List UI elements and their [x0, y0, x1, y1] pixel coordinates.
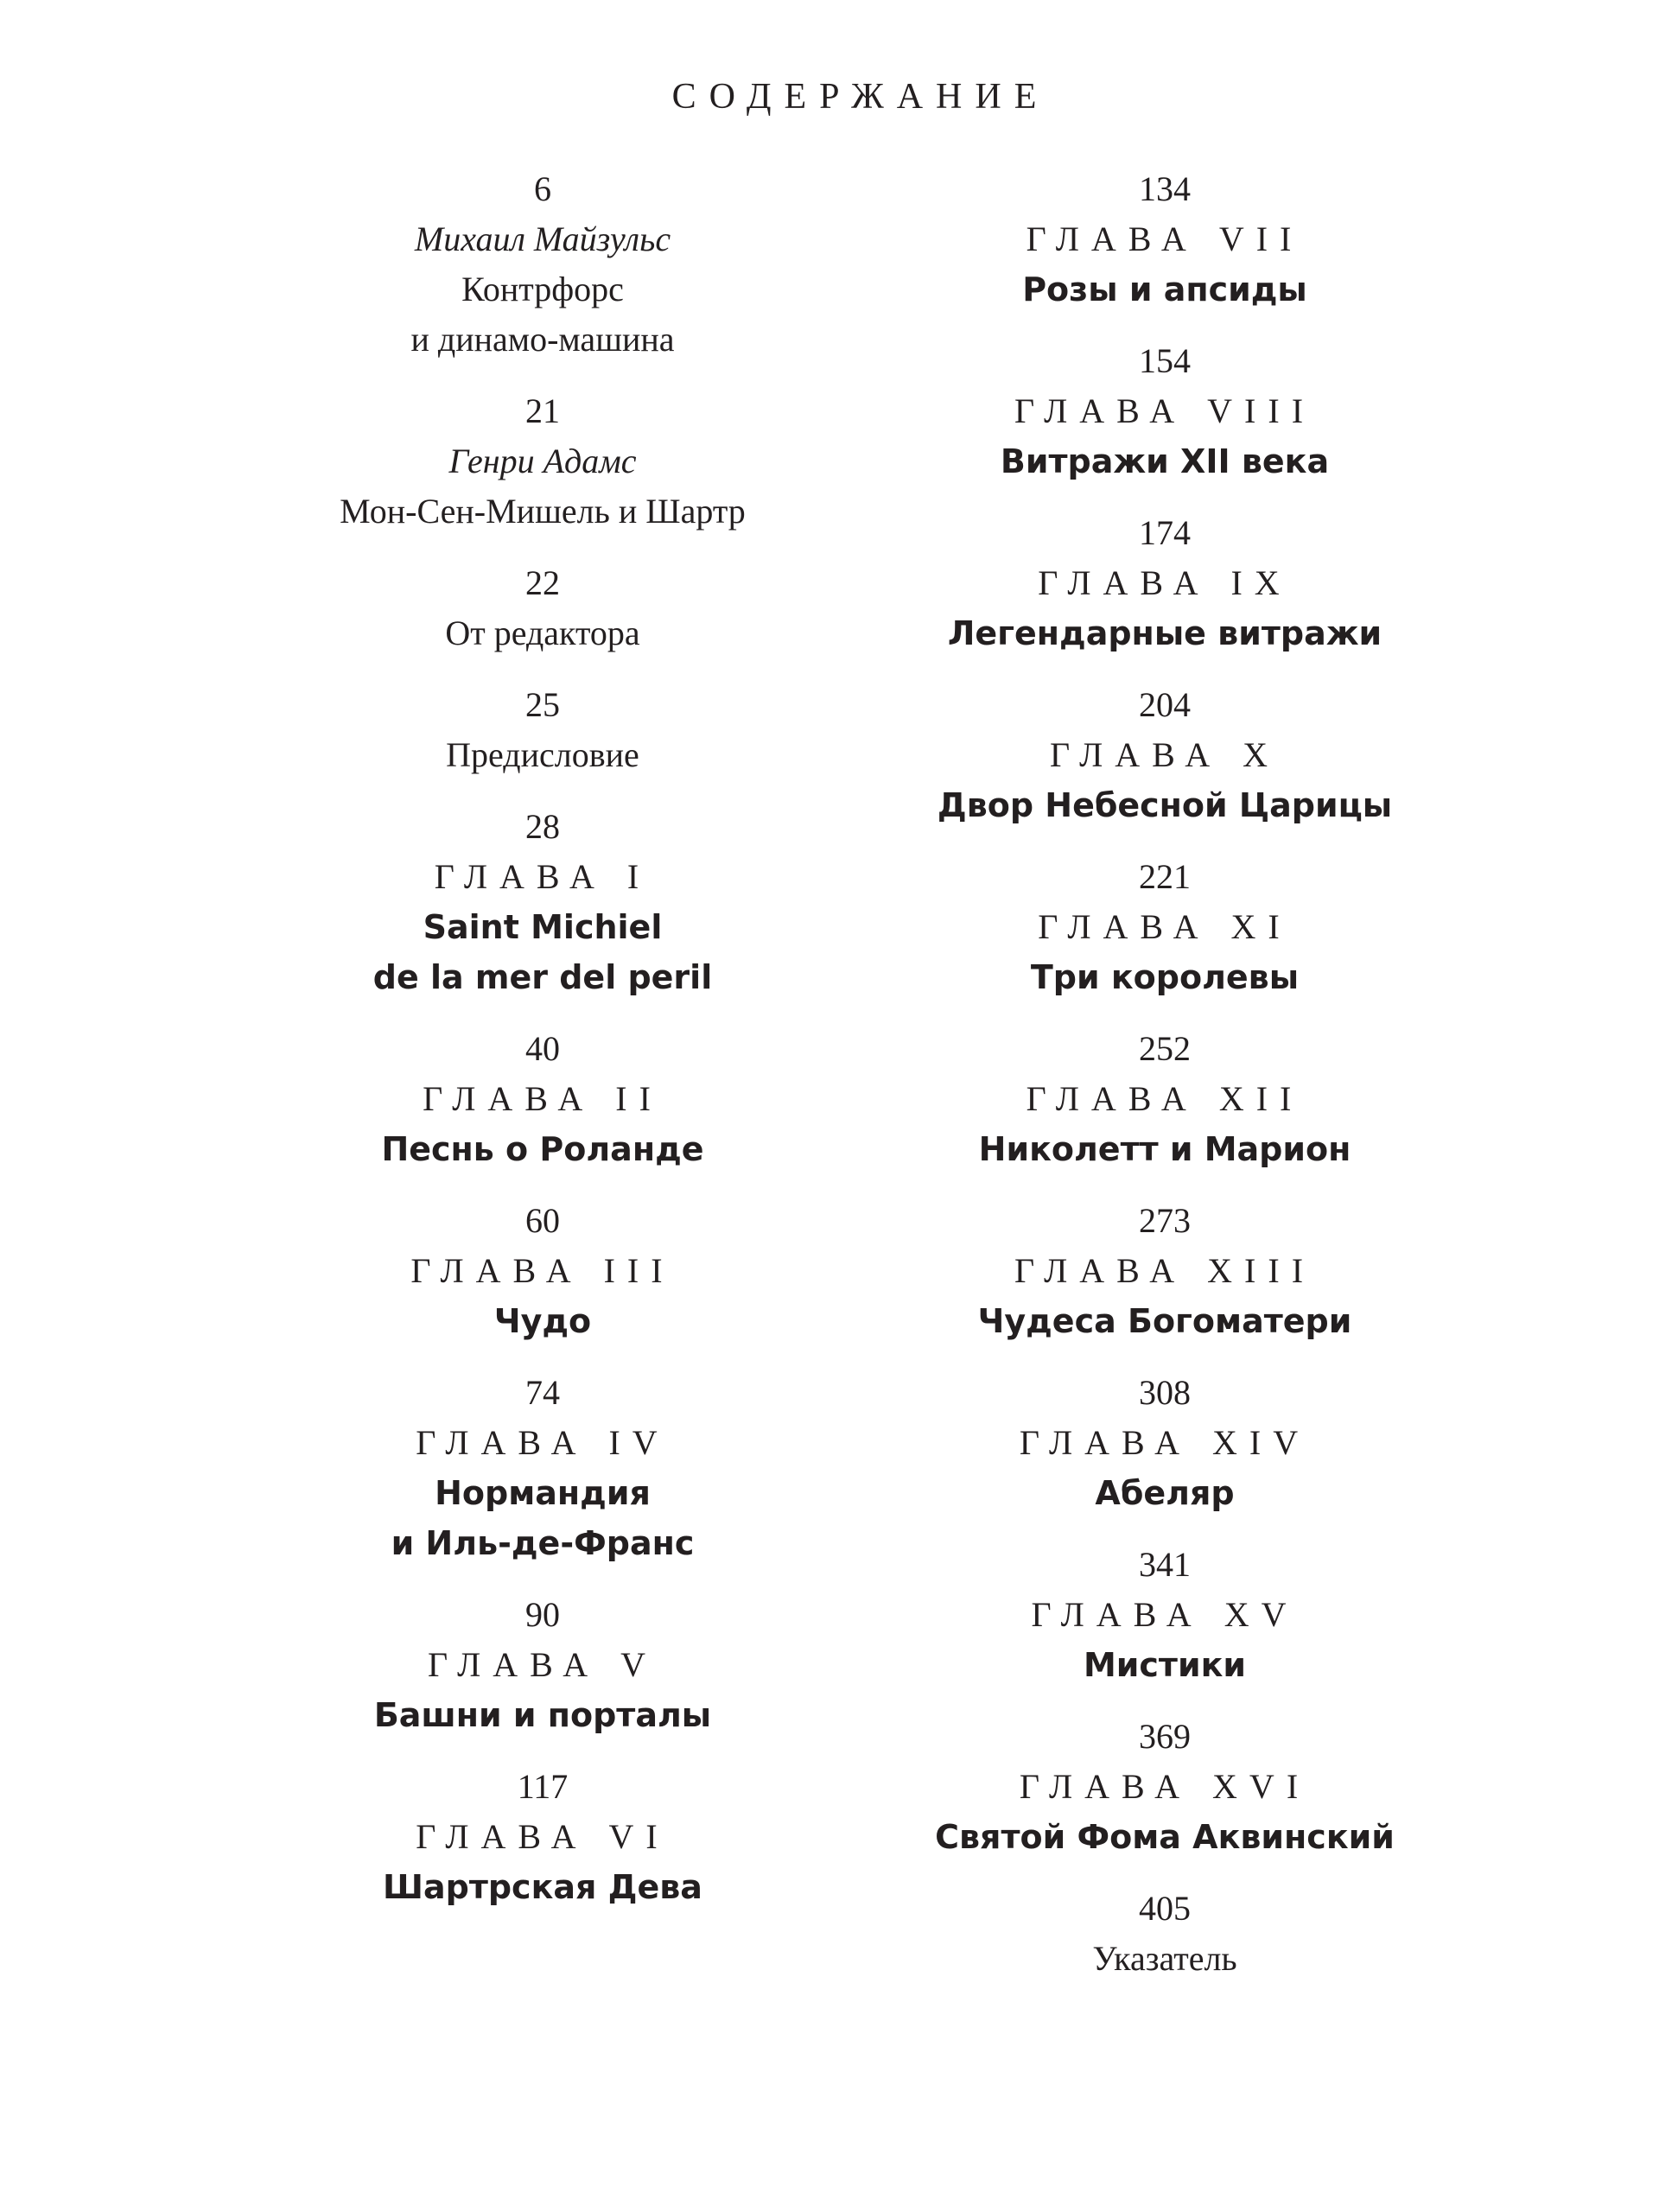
chapter-title: Двор Небесной Царицы: [937, 786, 1393, 824]
chapter-label: ГЛАВА XIV: [1019, 1423, 1311, 1462]
chapter-label: ГЛАВА XII: [1026, 1079, 1304, 1118]
chapter-title: Шартрская Дева: [383, 1868, 702, 1906]
entry-title: Предисловие: [446, 735, 639, 774]
toc-entry[interactable]: [793, 336, 1536, 486]
page-number: 341: [1139, 1545, 1191, 1584]
page-number: 28: [525, 807, 560, 846]
chapter-label: ГЛАВА VII: [1026, 219, 1304, 258]
chapter-label: ГЛАВА XI: [1038, 907, 1292, 946]
entry-title: От редактора: [445, 613, 640, 652]
chapter-label: ГЛАВА I: [434, 857, 652, 896]
chapter-label: ГЛАВА XIII: [1014, 1251, 1316, 1290]
toc-entry[interactable]: [793, 1368, 1536, 1518]
chapter-label: ГЛАВА V: [427, 1645, 658, 1684]
chapter-label: ГЛАВА VI: [416, 1817, 670, 1856]
page-number: 204: [1139, 685, 1191, 724]
page-number: 21: [525, 391, 560, 430]
chapter-title: Три королевы: [1030, 958, 1300, 996]
toc-entry[interactable]: [793, 508, 1536, 658]
entry-title: Указатель: [1092, 1939, 1237, 1978]
page-number: 154: [1139, 341, 1191, 380]
toc-entry[interactable]: [793, 680, 1536, 830]
chapter-title: Чудо: [493, 1302, 592, 1340]
toc-column-right: [793, 164, 1536, 2005]
page-number: 273: [1139, 1201, 1191, 1240]
chapter-label: ГЛАВА X: [1049, 735, 1281, 774]
toc-entry[interactable]: [793, 164, 1536, 315]
chapter-title: Розы и апсиды: [1022, 270, 1307, 308]
page-number: 22: [525, 563, 560, 602]
entry-author: Михаил Майзульс: [414, 219, 671, 258]
chapter-title: Мистики: [1083, 1646, 1247, 1684]
chapter-title: Башни и порталы: [373, 1696, 712, 1734]
chapter-label: ГЛАВА II: [423, 1079, 663, 1118]
chapter-label: ГЛАВА IV: [416, 1423, 670, 1462]
page-number: 308: [1139, 1373, 1191, 1412]
page-number: 60: [525, 1201, 560, 1240]
page-number: 6: [534, 169, 551, 208]
page-number: 40: [525, 1029, 560, 1068]
chapter-label: ГЛАВА III: [410, 1251, 675, 1290]
entry-title: и динамо-машина: [410, 320, 675, 359]
entry-author: Генри Адамс: [448, 442, 637, 480]
chapter-title: Нормандия: [435, 1474, 651, 1512]
entry-title: Мон-Сен-Мишель и Шартр: [340, 492, 746, 531]
page-number: 221: [1139, 857, 1191, 896]
page-number: 252: [1139, 1029, 1191, 1068]
chapter-title: Абеляр: [1095, 1474, 1235, 1512]
page-number: 117: [517, 1767, 569, 1806]
toc-entry[interactable]: [793, 852, 1536, 1002]
page-number: 369: [1139, 1717, 1191, 1756]
chapter-title: Святой Фома Аквинский: [935, 1818, 1395, 1856]
chapter-label: ГЛАВА XV: [1031, 1595, 1299, 1634]
chapter-label: ГЛАВА IX: [1038, 563, 1292, 602]
chapter-title: de la mer del peril: [372, 958, 713, 996]
chapter-label: ГЛАВА XVI: [1019, 1767, 1311, 1806]
page-number: 25: [525, 685, 560, 724]
page-number: 90: [525, 1595, 560, 1634]
chapter-title: Песнь о Роланде: [381, 1130, 704, 1168]
toc-entry[interactable]: [793, 1884, 1536, 1984]
page-number: 174: [1139, 513, 1191, 552]
toc-entry[interactable]: [793, 1196, 1536, 1346]
toc-entry[interactable]: [793, 1712, 1536, 1862]
page-number: 74: [525, 1373, 560, 1412]
chapter-label: ГЛАВА VIII: [1014, 391, 1316, 430]
chapter-title: Витражи XII века: [1000, 442, 1330, 480]
chapter-title: Легендарные витражи: [947, 614, 1382, 652]
toc-entry[interactable]: [793, 1540, 1536, 1690]
chapter-title: Чудеса Богоматери: [977, 1302, 1352, 1340]
toc-entry[interactable]: [793, 1024, 1536, 1174]
page-number: 134: [1139, 169, 1191, 208]
page-number: 405: [1139, 1889, 1191, 1928]
entry-title: Контрфорс: [461, 270, 624, 308]
chapter-title: Saint Michiel: [423, 908, 663, 946]
page-title: СОДЕРЖАНИЕ: [671, 77, 1050, 117]
chapter-title: Николетт и Марион: [978, 1130, 1351, 1168]
chapter-title: и Иль-де-Франс: [391, 1524, 695, 1562]
